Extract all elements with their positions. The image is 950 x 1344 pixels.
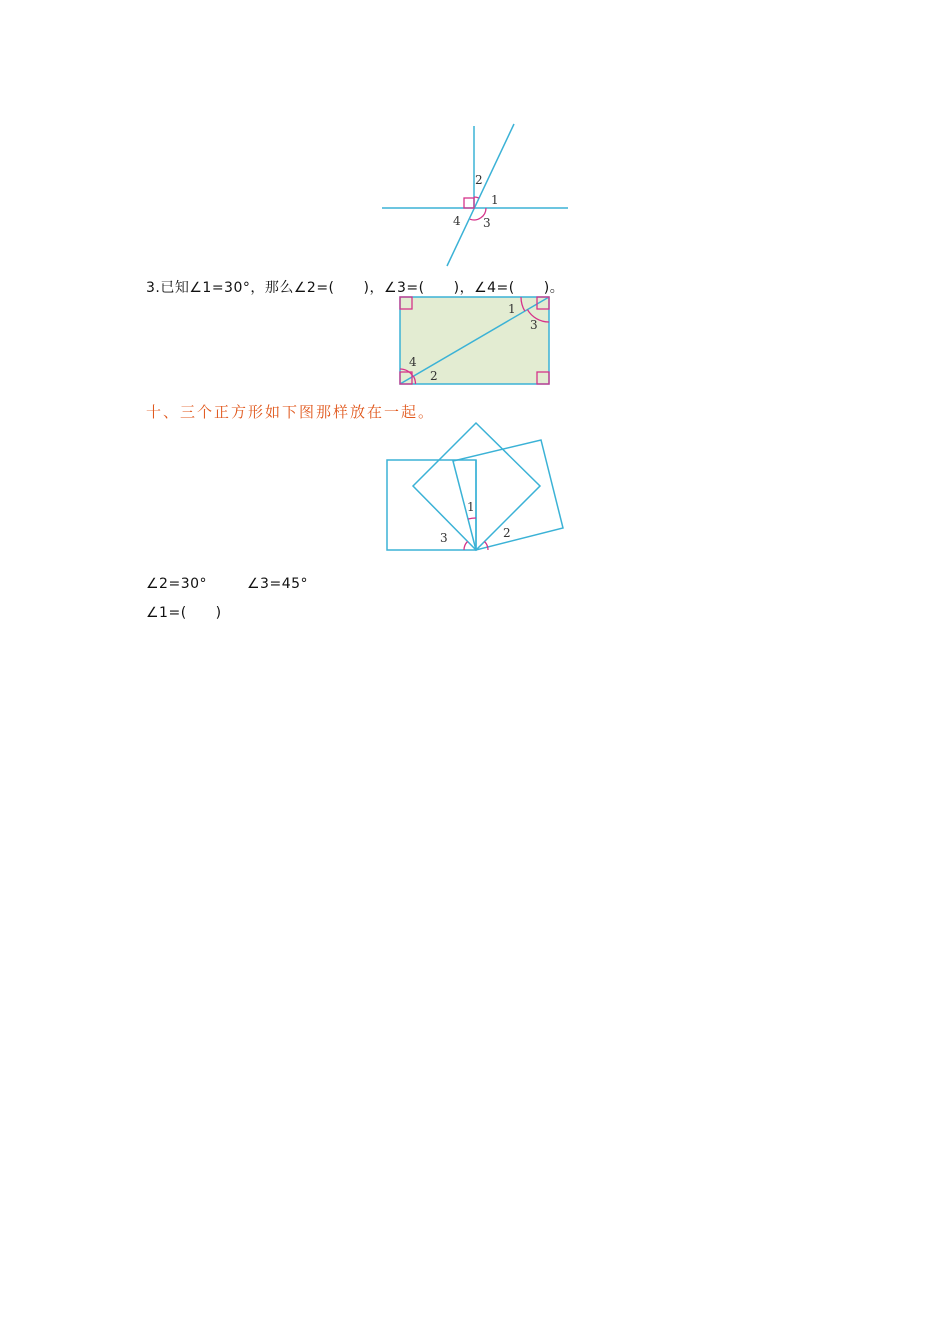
angle-label-1: 1 <box>491 193 499 207</box>
given-angle-3: ∠3=45° <box>247 576 309 592</box>
angle-2-arc <box>485 542 489 551</box>
section-10-title: 十、三个正方形如下图那样放在一起。 <box>146 403 436 421</box>
question-angle-1: ∠1=( ) <box>146 605 222 621</box>
angle-3-arc <box>464 542 468 551</box>
intersecting-lines-figure <box>375 118 575 268</box>
angle-1-arc <box>468 518 476 519</box>
angle-label-3: 3 <box>483 216 491 230</box>
angle-label-2: 2 <box>503 526 511 540</box>
angle-label-2: 2 <box>475 173 483 187</box>
angle-label-4: 4 <box>453 214 461 228</box>
given-angle-2: ∠2=30° <box>146 576 208 592</box>
rectangle-diagonal-figure <box>392 292 558 392</box>
angle-label-4: 4 <box>409 355 417 369</box>
slanted-line <box>447 124 514 266</box>
three-squares-figure <box>380 415 570 560</box>
angle-label-2: 2 <box>430 369 438 383</box>
question-3-text: 3.已知∠1=30°，那么∠2=( )，∠3=( )，∠4=( )。 <box>146 280 565 296</box>
angle-label-3: 3 <box>440 531 448 545</box>
angle-label-1: 1 <box>508 302 516 316</box>
angle-label-3: 3 <box>530 318 538 332</box>
right-angle-mark <box>464 198 474 208</box>
angle-label-1: 1 <box>467 500 475 514</box>
